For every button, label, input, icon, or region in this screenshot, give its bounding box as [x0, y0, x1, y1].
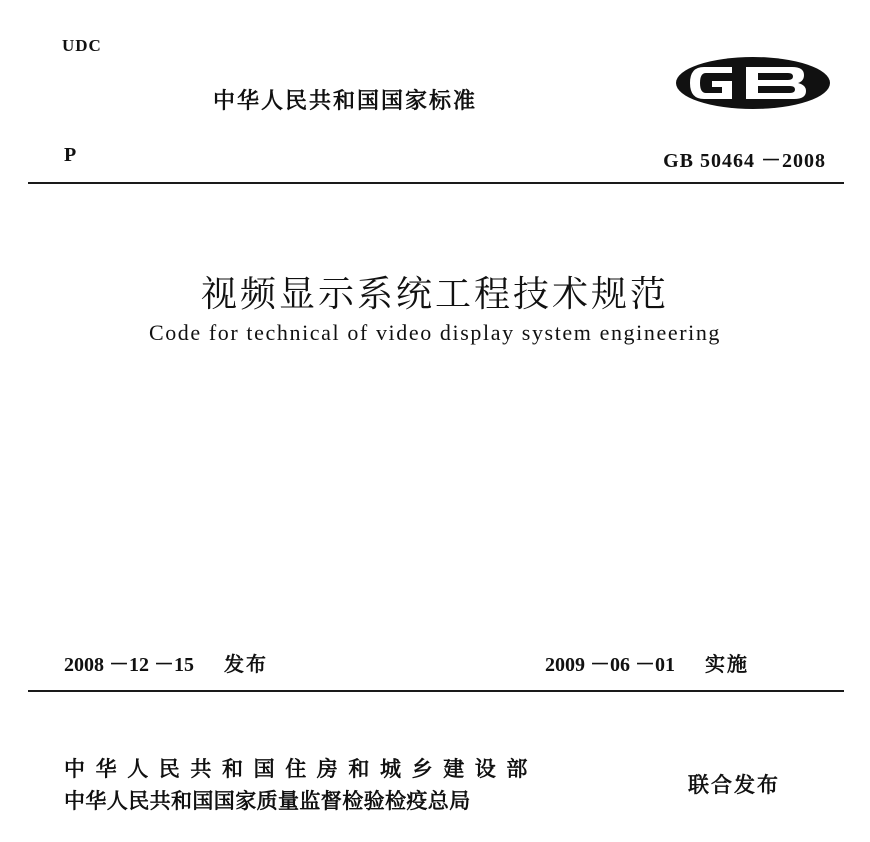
- national-standard-heading: 中华人民共和国国家标准: [213, 89, 478, 114]
- issue-date-row: [64, 648, 268, 677]
- implement-date: 2009 －06 －01: [545, 654, 675, 676]
- title-english: Code for technical of video display system engineering: [148, 320, 722, 345]
- title-chinese: 视频显示系统工程技术规范: [200, 274, 669, 315]
- issue-date: 2008 －12 －15: [64, 654, 194, 676]
- standard-number: GB 50464 －2008: [663, 150, 826, 172]
- implement-label: 实施: [705, 652, 749, 676]
- category-code: P: [64, 144, 77, 166]
- issuer-administration: 中华人民共和国国家质量监督检验检疫总局: [64, 789, 471, 813]
- footer-divider: [28, 690, 844, 692]
- issue-label: 发布: [224, 652, 268, 676]
- udc-label: UDC: [62, 36, 102, 55]
- implement-date-row: [545, 648, 749, 677]
- header-divider: [28, 182, 844, 184]
- issuer-ministry: 中华人民共和国住房和城乡建设部: [64, 757, 538, 781]
- gb-logo: [674, 55, 832, 111]
- joint-issue-label: 联合发布: [688, 773, 780, 797]
